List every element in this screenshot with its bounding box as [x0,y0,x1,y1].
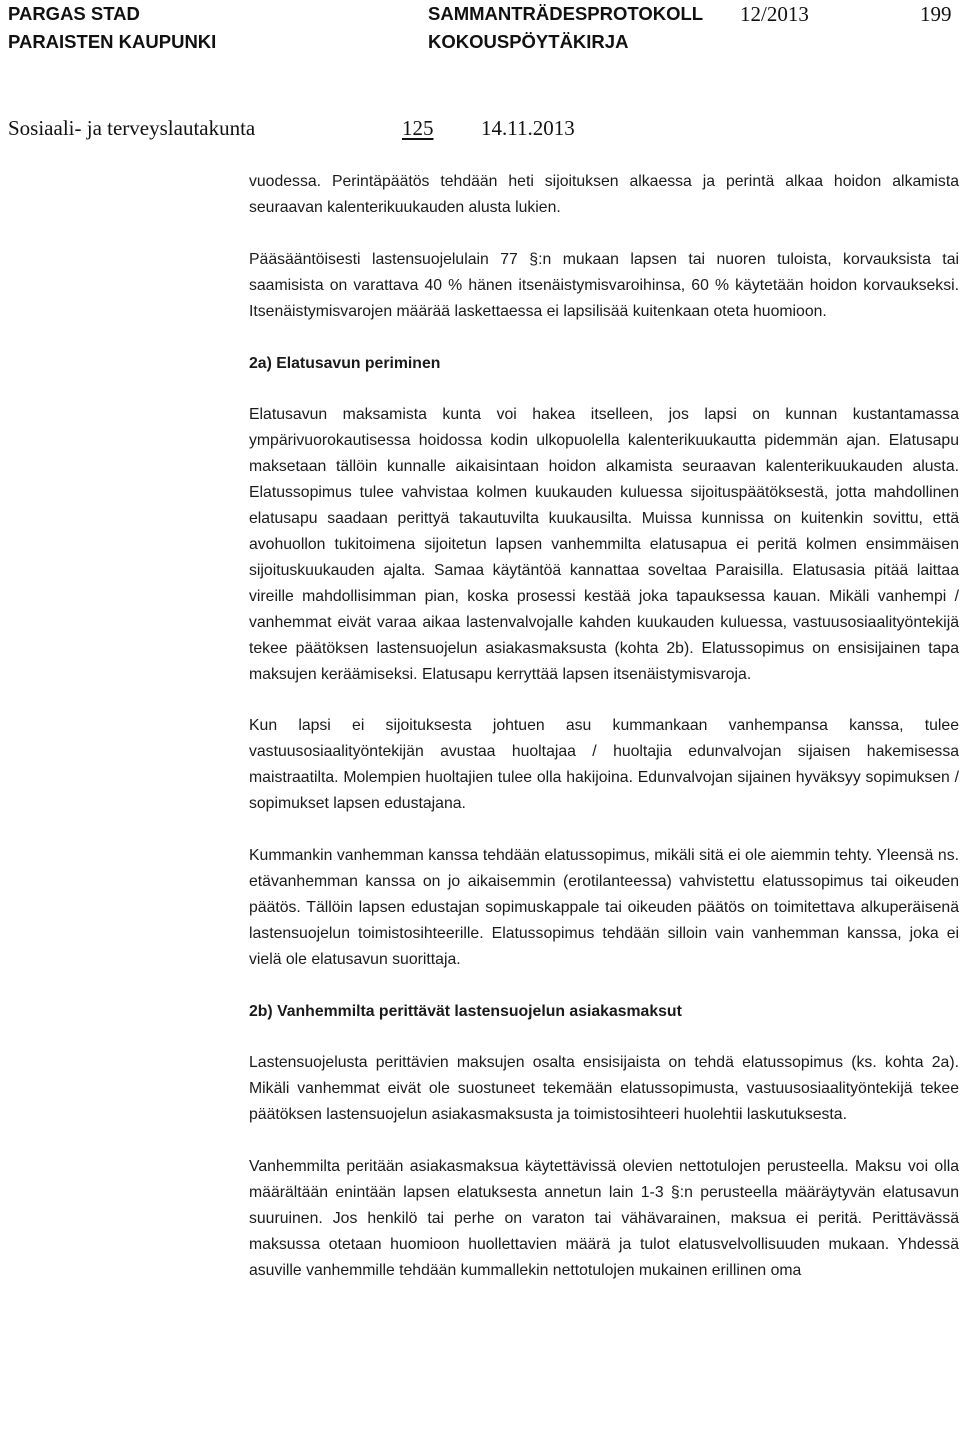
organization-name-swedish: PARGAS STAD [8,3,140,24]
paragraph: Kummankin vanhemman kanssa tehdään elatussopimus, mikäli sitä ei ole aiemmin tehty. Yleensä ns. etävanhemman kanssa on jo aikaisemmin (erotilanteessa) vahvistettu elatussopimus tai oikeuden päätös. Tällöin lapsen edustajan sopimuskappale tai oikeuden päätös on toimitettava alkuperäisenä lastensuojelun toimistosihteerille. Elatussopimus tehdään silloin vain vanhemman kanssa, joka ei vielä ole elatusavun suorittaja. [249,847,959,968]
organization-name [8,0,216,56]
committee-name: Sosiaali- ja terveyslautakunta [8,116,256,140]
paragraph: Lastensuojelusta perittävien maksujen osalta ensisijaista on tehdä elatussopimus (ks. kohta 2a). Mikäli vanhemmat eivät ole suostuneet tekemään elatussopimusta, vastuusosiaalityöntekijä tekee päätöksen lastensuojelun asiakasmaksusta ja toimistosihteeri huolehtii laskutuksesta. [249,1054,959,1124]
issue-number: 12/2013 [740,2,809,26]
meeting-line [8,113,948,143]
paragraph: Vanhemmilta peritään asiakasmaksua käytettävissä olevien nettotulojen perusteella. Maksu voi olla määrältään enintään lapsen elatuksesta annetun lain 1-3 §:n perusteella määräytyvän elatusavun suuruinen. Jos henkilö tai perhe on varaton tai vähävarainen, maksua ei peritä. Perittävässä maksussa otetaan huomioon huollettavien määrä ja tulot elatusvelvollisuuden mukaan. Yhdessä asuville vanhemmille tehdään kummallekin nettotulojen mukainen erillinen oma [249,1158,959,1279]
paragraph: Pääsääntöisesti lastensuojelulain 77 §:n mukaan lapsen tai nuoren tuloista, korvauksista tai saamisista on varattava 40 % hänen itsenäistymisvaroihinsa, 60 % käytetään hoidon korvaukseksi. Itsenäistymisvarojen määrää laskettaessa ei lapsilisää kuitenkaan oteta huomioon. [249,250,959,320]
section-heading-2b: 2b) Vanhemmilta perittävät lastensuojelun asiakasmaksut [249,1002,682,1020]
organization-name-finnish: PARAISTEN KAUPUNKI [8,31,217,52]
document-type [428,0,703,56]
document-type-swedish: SAMMANTRÄDESPROTOKOLL [428,3,704,24]
document-body [249,169,959,1449]
paragraph: vuodessa. Perintäpäätös tehdään heti sijoituksen alkaessa ja perintä alkaa hoidon alkamista seuraavan kalenterikuukauden alusta lukien. [249,173,959,216]
meeting-date: 14.11.2013 [481,116,575,140]
agenda-item-number: 125 [402,116,434,140]
page-number: 199 [920,2,952,26]
document-type-finnish: KOKOUSPÖYTÄKIRJA [428,31,629,52]
section-heading-2a: 2a) Elatusavun periminen [249,354,441,372]
paragraph: Kun lapsi ei sijoituksesta johtuen asu kummankaan vanhempansa kanssa, tulee vastuusosiaalityöntekijän avustaa huoltajaa / huoltajia edunvalvojan sijaisen hakemisessa maistraatilta. Molempien huoltajien tulee olla hakijoina. Edunvalvojan sijainen hyväksyy sopimuksen / sopimukset lapsen edustajana. [249,717,959,813]
paragraph: Elatusavun maksamista kunta voi hakea itselleen, jos lapsi on kunnan kustantamassa ympärivuorokautisessa hoidossa kodin ulkopuolella kalenterikuukautta pidemmän ajan. Elatusapu maksetaan tällöin kunnalle aikaisintaan hoidon alkamista seuraavan kalenterikuukauden alusta. Elatussopimus tulee vahvistaa kolmen kuukauden kuluessa sijoituspäätöksestä, jotta mahdollinen elatusapu saadaan perittyä takautuvilta kuukausilta. Muissa kunnissa on kuitenkin sovittu, että avohuollon tukitoimena sijoitetun lapsen vanhemmilta elatusapua ei peritä kolmen ensimmäisen sijoituskuukauden ajalta. Samaa käytäntöä kannattaa soveltaa Paraisilla. Elatusasia pitää laittaa vireille mahdollisimman pian, koska prosessi kestää joka tapauksessa kauan. Mikäli vanhempi / vanhemmat eivät varaa aikaa lastenvalvojalle kahden kuukauden kuluessa, vastuusosiaalityöntekijä tekee päätöksen lastensuojelun asiakasmaksusta (kohta 2b). Elatussopimus on ensisijainen tapa maksujen keräämiseksi. Elatusapu kerryttää lapsen itsenäistymisvaroja. [249,406,959,683]
